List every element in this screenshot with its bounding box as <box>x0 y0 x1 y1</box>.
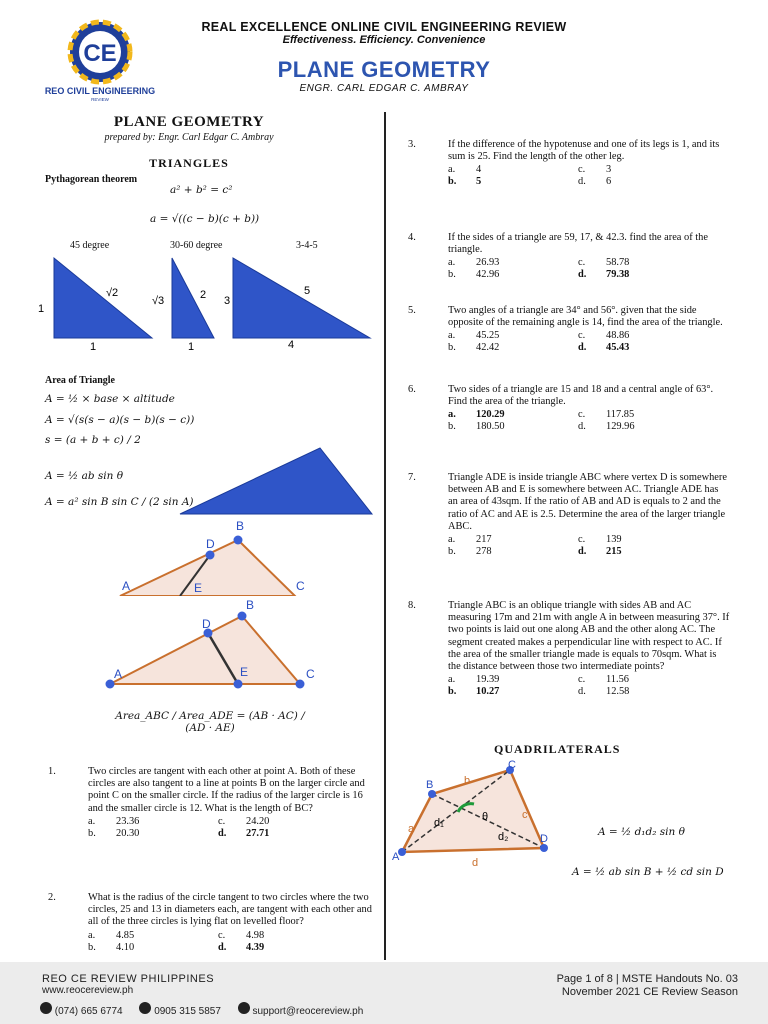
option-value: 20.30 <box>116 827 140 839</box>
option-value: 4 <box>476 164 482 176</box>
q-side-b: b <box>464 775 471 787</box>
option-letter: a. <box>448 674 456 686</box>
tri45-hyp: √2 <box>106 287 119 299</box>
question-text: If the difference of the hypotenuse and one of its legs is 1, and its sum is 25. Find the length of the other leg. <box>448 139 720 163</box>
question-text: Two angles of a triangle are 34° and 56°. given that the side opposite of the remaining angle is 14, find the area of the triangle. <box>448 305 723 329</box>
question-number: 3. <box>408 139 416 150</box>
triangle-3060 <box>172 258 214 338</box>
option-letter: d. <box>578 342 587 354</box>
pt-b: B <box>236 520 245 533</box>
option-value: 12.58 <box>606 686 630 698</box>
pt-a: A <box>122 579 131 593</box>
quad-formula-2: A = ½ ab sin B + ½ cd sin D <box>572 866 724 878</box>
logo-name: REO CIVIL ENGINEERING <box>44 86 156 96</box>
tri3060-hyp: 2 <box>200 289 207 301</box>
footer-email[interactable]: support@reocereview.ph <box>252 1006 364 1017</box>
pythagorean-label: Pythagorean theorem <box>45 174 138 185</box>
tri-label-345: 3-4-5 <box>296 240 318 251</box>
option-value: 42.96 <box>476 269 500 281</box>
footer-phone1: (074) 665 6774 <box>54 1006 123 1017</box>
option-letter: d. <box>578 546 587 558</box>
option-value: 48.86 <box>606 330 630 342</box>
option-value: 11.56 <box>606 674 629 686</box>
q-d2: d₂ <box>498 831 509 843</box>
q-pt-c: C <box>508 760 516 771</box>
area-formula-3: s = (a + b + c) / 2 <box>45 434 141 446</box>
tri45-side: 1 <box>38 303 45 315</box>
tri345-side: 3 <box>224 295 231 307</box>
phone-icon <box>40 1002 52 1014</box>
pt-d: D <box>206 537 215 551</box>
question-text: What is the radius of the circle tangent to two circles where the two circles, 25 and 13 in diameters each, are tangent with each other and all of the three circles is lying flat on levelled floor? <box>88 892 372 928</box>
option-letter: c. <box>578 330 586 342</box>
option-value: 217 <box>476 534 492 546</box>
pythagorean-formula: a² + b² = c² <box>170 184 233 196</box>
option-letter: a. <box>448 164 456 176</box>
option-letter: b. <box>448 342 456 354</box>
question-text: Triangle ADE is inside triangle ABC where vertex D is somewhere between AB and E is somewhere between AC. Triangle ADE has an area of 43sqm. If the ratio of AB and AD is equals to 2 and the ratio of AC and AE is 2.5. Determine the area of the larger triangle ABC. <box>448 472 727 532</box>
figure-ade <box>100 596 330 696</box>
section-title: PLANE GEOMETRY <box>113 114 265 130</box>
footer-contacts <box>40 1002 363 1017</box>
option-value: 129.96 <box>606 421 635 433</box>
option-letter: d. <box>578 269 587 281</box>
ratio-formula: Area_ABC / Area_ADE = (AB · AC) / (AD · AE) <box>115 710 305 734</box>
question-number: 1. <box>48 766 56 777</box>
q-d1: d₁ <box>434 817 444 829</box>
option-letter: d. <box>578 421 586 433</box>
option-value: 4.10 <box>116 941 135 953</box>
option-value: 5 <box>476 176 482 188</box>
quadrilaterals-heading: QUADRILATERALS <box>494 742 621 756</box>
pt2-a: A <box>114 667 123 681</box>
question-number: 2. <box>48 892 56 903</box>
q-side-d: d <box>472 857 479 869</box>
option-letter: c. <box>578 164 586 176</box>
option-letter: c. <box>578 409 586 421</box>
option-letter: a. <box>448 330 456 342</box>
pt2-d: D <box>202 617 211 631</box>
option-letter: b. <box>88 941 96 953</box>
column-divider <box>384 112 386 960</box>
option-letter: d. <box>578 176 586 188</box>
org-name: REAL EXCELLENCE ONLINE CIVIL ENGINEERING REVIEW <box>201 20 567 34</box>
area-formula-2: A = √(s(s − a)(s − b)(s − c)) <box>45 414 195 426</box>
tagline: Effectiveness. Efficiency. Convenience <box>282 34 486 46</box>
option-letter: a. <box>88 929 96 941</box>
option-value: 4.85 <box>116 929 135 941</box>
option-value: 278 <box>476 546 492 558</box>
q-side-a: a <box>408 823 415 835</box>
option-letter: a. <box>88 815 96 827</box>
option-value: 27.71 <box>246 827 270 839</box>
option-value: 58.78 <box>606 257 630 269</box>
oblique-triangle <box>178 446 378 518</box>
tri345-hyp: 5 <box>304 285 311 297</box>
mobile-icon <box>139 1002 151 1014</box>
tri3060-side: √3 <box>152 295 165 307</box>
option-value: 215 <box>606 546 622 558</box>
tri3060-base: 1 <box>188 341 195 352</box>
tri-label-45: 45 degree <box>70 240 110 251</box>
special-triangles <box>30 252 380 352</box>
figure-ade-partial <box>110 520 320 596</box>
option-value: 4.98 <box>246 929 265 941</box>
option-value: 45.25 <box>476 330 500 342</box>
area-formula-5: A = a² sin B sin C / (2 sin A) <box>45 496 194 508</box>
question-number: 5. <box>408 305 416 316</box>
option-value: 6 <box>606 176 612 188</box>
question-number: 7. <box>408 472 416 483</box>
pt2-b: B <box>246 598 255 612</box>
tri45-base: 1 <box>90 341 97 352</box>
option-value: 19.39 <box>476 674 500 686</box>
option-letter: b. <box>448 269 456 281</box>
option-value: 26.93 <box>476 257 500 269</box>
option-letter: b. <box>448 176 457 188</box>
q-pt-a: A <box>392 851 400 863</box>
option-value: 10.27 <box>476 686 500 698</box>
pt-e: E <box>194 581 203 595</box>
option-letter: b. <box>88 827 96 839</box>
area-formula-4: A = ½ ab sin θ <box>45 470 124 482</box>
q-pt-b: B <box>426 779 434 791</box>
question-text: If the sides of a triangle are 59, 17, & 42.3. find the area of the triangle. <box>448 232 708 256</box>
footer-phone2: 0905 315 5857 <box>154 1006 221 1017</box>
option-value: 42.42 <box>476 342 500 354</box>
option-value: 117.85 <box>606 409 635 421</box>
email-icon <box>238 1002 250 1014</box>
option-letter: b. <box>448 686 457 698</box>
option-value: 180.50 <box>476 421 505 433</box>
option-letter: d. <box>218 941 227 953</box>
option-letter: c. <box>578 674 586 686</box>
footer-site[interactable]: www.reocereview.ph <box>42 985 134 996</box>
option-value: 24.20 <box>246 815 270 827</box>
logo-initials: CE <box>83 40 117 67</box>
triangles-heading: TRIANGLES <box>149 156 229 170</box>
option-letter: b. <box>448 421 456 433</box>
option-letter: c. <box>218 815 226 827</box>
q-theta: θ <box>482 811 489 823</box>
option-value: 3 <box>606 164 612 176</box>
prepared-by: prepared by: Engr. Carl Edgar C. Ambray <box>104 132 274 143</box>
quad-formula-1: A = ½ d₁d₂ sin θ <box>598 826 685 838</box>
option-letter: a. <box>448 409 456 421</box>
quadrilateral-figure <box>390 760 560 870</box>
question-text: Triangle ABC is an oblique triangle with sides AB and AC measuring 17m and 21m with angle A in between measuring 37°. If two points is laid out one along AB and the other along AC. The segment created makes a perpendicular line with respect to AC. If the area of the smaller triangle made is equals to 70sqm. What is the distance between those two intermediate points? <box>448 600 730 673</box>
tri-label-3060: 30-60 degree <box>170 240 223 251</box>
option-value: 79.38 <box>606 269 630 281</box>
page-title: PLANE GEOMETRY <box>277 57 491 82</box>
pt2-e: E <box>240 665 249 679</box>
option-letter: b. <box>448 546 456 558</box>
question-number: 4. <box>408 232 416 243</box>
option-letter: d. <box>218 827 227 839</box>
tri345-base: 4 <box>288 339 295 351</box>
option-letter: c. <box>578 534 586 546</box>
q-pt-d: D <box>540 833 548 845</box>
option-value: 139 <box>606 534 622 546</box>
pt2-c: C <box>306 667 315 681</box>
question-number: 8. <box>408 600 416 611</box>
option-letter: a. <box>448 257 456 269</box>
triangle-345 <box>233 258 370 338</box>
footer-season: November 2021 CE Review Season <box>561 986 738 998</box>
footer-page: Page 1 of 8 | MSTE Handouts No. 03 <box>556 973 738 985</box>
author: ENGR. CARL EDGAR C. AMBRAY <box>299 83 469 94</box>
option-letter: d. <box>578 686 586 698</box>
pt-c: C <box>296 579 305 593</box>
question-text: Two circles are tangent with each other at point A. Both of these circles are also tangent to a line at points B on the larger circle and point C on the smaller circle. If the radius of the larger circle is 16 and the smaller circle is 12. What is the length of BC? <box>88 766 365 814</box>
area-formula-1: A = ½ × base × altitude <box>45 393 175 405</box>
option-value: 4.39 <box>246 941 265 953</box>
option-value: 120.29 <box>476 409 505 421</box>
area-label: Area of Triangle <box>45 375 115 386</box>
question-number: 6. <box>408 384 416 395</box>
option-value: 45.43 <box>606 342 630 354</box>
question-text: Two sides of a triangle are 15 and 18 and a central angle of 63°. Find the area of the triangle. <box>448 384 714 408</box>
option-letter: a. <box>448 534 456 546</box>
triangle-45 <box>54 258 152 338</box>
q-side-c: c <box>522 809 528 821</box>
option-value: 23.36 <box>116 815 140 827</box>
logo-sub: REVIEW <box>91 97 109 102</box>
logo <box>44 18 156 102</box>
option-letter: c. <box>578 257 586 269</box>
option-letter: c. <box>218 929 226 941</box>
footer-org: REO CE REVIEW PHILIPPINES <box>42 973 215 985</box>
pythagorean-formula-2: a = √((c − b)(c + b)) <box>150 213 260 225</box>
